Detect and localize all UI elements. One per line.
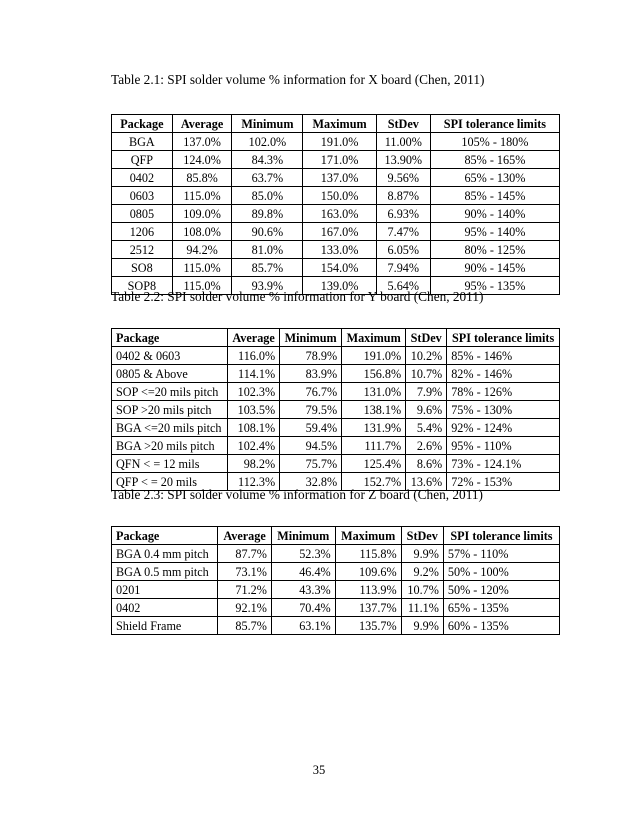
cell-package: QFP < = 20 mils [112,473,228,491]
cell-package: Shield Frame [112,617,218,635]
cell-package: QFN < = 12 mils [112,455,228,473]
cell-package: SOP8 [112,277,173,295]
col-header-average: Average [228,329,280,347]
table-row [112,241,560,259]
cell-stdev: 11.1% [401,599,443,617]
col-header-stdev: StDev [401,527,443,545]
cell-stdev: 8.87% [376,187,430,205]
cell-stdev: 9.2% [401,563,443,581]
table-row [112,581,560,599]
cell-average: 87.7% [218,545,272,563]
cell-minimum: 76.7% [280,383,342,401]
table-row [112,347,560,365]
cell-maximum: 137.7% [335,599,401,617]
cell-maximum: 139.0% [303,277,376,295]
cell-stdev: 5.64% [376,277,430,295]
cell-spi-limits: 65% - 135% [443,599,559,617]
table-row [112,599,560,617]
table-row [112,169,560,187]
cell-package: SOP >20 mils pitch [112,401,228,419]
table-body [112,347,560,491]
cell-package: SO8 [112,259,173,277]
cell-stdev: 10.7% [401,581,443,599]
cell-stdev: 8.6% [406,455,447,473]
cell-stdev: 9.9% [401,617,443,635]
cell-stdev: 6.93% [376,205,430,223]
cell-spi-limits: 105% - 180% [430,133,559,151]
cell-average: 73.1% [218,563,272,581]
cell-maximum: 111.7% [342,437,406,455]
col-header-stdev: StDev [406,329,447,347]
cell-spi-limits: 73% - 124.1% [447,455,560,473]
header-row [112,329,560,347]
cell-package: 0402 & 0603 [112,347,228,365]
cell-package: BGA 0.4 mm pitch [112,545,218,563]
cell-package: 0402 [112,169,173,187]
table-body [112,545,560,635]
table-row [112,563,560,581]
table-y-board [111,328,560,491]
cell-minimum: 102.0% [232,133,303,151]
cell-spi-limits: 65% - 130% [430,169,559,187]
cell-maximum: 191.0% [303,133,376,151]
cell-average: 102.4% [228,437,280,455]
cell-minimum: 59.4% [280,419,342,437]
col-header-spi-limits: SPI tolerance limits [430,115,559,133]
cell-package: QFP [112,151,173,169]
cell-maximum: 138.1% [342,401,406,419]
table-row [112,419,560,437]
table-2-2-caption: Table 2.2: SPI solder volume % information for Y board (Chen, 2011) [111,289,484,304]
table-header [112,527,560,545]
cell-maximum: 167.0% [303,223,376,241]
cell-average: 103.5% [228,401,280,419]
cell-package: 0603 [112,187,173,205]
cell-spi-limits: 95% - 110% [447,437,560,455]
cell-minimum: 32.8% [280,473,342,491]
header-row [112,115,560,133]
col-header-package: Package [112,115,173,133]
page-number: 35 [312,763,326,777]
cell-maximum: 152.7% [342,473,406,491]
cell-spi-limits: 50% - 120% [443,581,559,599]
table-row [112,617,560,635]
cell-minimum: 90.6% [232,223,303,241]
table-row [112,223,560,241]
cell-spi-limits: 90% - 140% [430,205,559,223]
col-header-maximum: Maximum [303,115,376,133]
cell-average: 116.0% [228,347,280,365]
cell-package: 1206 [112,223,173,241]
cell-average: 114.1% [228,365,280,383]
cell-stdev: 6.05% [376,241,430,259]
cell-average: 85.7% [218,617,272,635]
table-row [112,437,560,455]
col-header-maximum: Maximum [342,329,406,347]
cell-stdev: 13.90% [376,151,430,169]
cell-average: 71.2% [218,581,272,599]
col-header-stdev: StDev [376,115,430,133]
cell-spi-limits: 90% - 145% [430,259,559,277]
table-row [112,151,560,169]
table-x-board [111,114,560,295]
cell-spi-limits: 78% - 126% [447,383,560,401]
cell-stdev: 10.7% [406,365,447,383]
cell-minimum: 75.7% [280,455,342,473]
cell-minimum: 84.3% [232,151,303,169]
cell-average: 124.0% [172,151,232,169]
cell-spi-limits: 72% - 153% [447,473,560,491]
table-row [112,205,560,223]
cell-spi-limits: 95% - 140% [430,223,559,241]
cell-spi-limits: 82% - 146% [447,365,560,383]
cell-stdev: 7.47% [376,223,430,241]
col-header-package: Package [112,329,228,347]
cell-package: BGA 0.5 mm pitch [112,563,218,581]
cell-maximum: 115.8% [335,545,401,563]
cell-average: 108.1% [228,419,280,437]
cell-minimum: 79.5% [280,401,342,419]
cell-package: 0805 [112,205,173,223]
cell-minimum: 89.8% [232,205,303,223]
cell-stdev: 10.2% [406,347,447,365]
cell-spi-limits: 50% - 100% [443,563,559,581]
cell-maximum: 125.4% [342,455,406,473]
cell-average: 98.2% [228,455,280,473]
table-header [112,329,560,347]
col-header-spi-limits: SPI tolerance limits [447,329,560,347]
cell-minimum: 63.1% [271,617,335,635]
cell-stdev: 5.4% [406,419,447,437]
cell-maximum: 137.0% [303,169,376,187]
cell-average: 109.0% [172,205,232,223]
col-header-minimum: Minimum [271,527,335,545]
cell-spi-limits: 85% - 145% [430,187,559,205]
table-row [112,187,560,205]
cell-average: 85.8% [172,169,232,187]
table-header [112,115,560,133]
cell-minimum: 70.4% [271,599,335,617]
cell-spi-limits: 57% - 110% [443,545,559,563]
cell-maximum: 135.7% [335,617,401,635]
cell-stdev: 9.6% [406,401,447,419]
cell-minimum: 85.0% [232,187,303,205]
cell-minimum: 52.3% [271,545,335,563]
table-z-board [111,526,560,635]
header-row [112,527,560,545]
cell-minimum: 85.7% [232,259,303,277]
cell-average: 108.0% [172,223,232,241]
cell-maximum: 113.9% [335,581,401,599]
col-header-average: Average [172,115,232,133]
cell-stdev: 11.00% [376,133,430,151]
cell-maximum: 131.9% [342,419,406,437]
table-2-3-caption: Table 2.3: SPI solder volume % information for Z board (Chen, 2011) [111,487,483,502]
cell-stdev: 13.6% [406,473,447,491]
cell-minimum: 81.0% [232,241,303,259]
cell-average: 92.1% [218,599,272,617]
table-row [112,259,560,277]
cell-maximum: 191.0% [342,347,406,365]
cell-spi-limits: 60% - 135% [443,617,559,635]
table-row [112,455,560,473]
col-header-minimum: Minimum [232,115,303,133]
cell-minimum: 63.7% [232,169,303,187]
cell-package: 0805 & Above [112,365,228,383]
cell-package: 0201 [112,581,218,599]
cell-average: 115.0% [172,277,232,295]
cell-maximum: 133.0% [303,241,376,259]
cell-maximum: 109.6% [335,563,401,581]
cell-package: 0402 [112,599,218,617]
cell-spi-limits: 92% - 124% [447,419,560,437]
cell-package: BGA <=20 mils pitch [112,419,228,437]
cell-maximum: 156.8% [342,365,406,383]
cell-average: 102.3% [228,383,280,401]
table-row [112,365,560,383]
cell-package: 2512 [112,241,173,259]
cell-spi-limits: 80% - 125% [430,241,559,259]
cell-stdev: 7.94% [376,259,430,277]
cell-average: 115.0% [172,187,232,205]
cell-average: 115.0% [172,259,232,277]
cell-average: 137.0% [172,133,232,151]
cell-minimum: 83.9% [280,365,342,383]
cell-spi-limits: 85% - 146% [447,347,560,365]
table-2-1-caption: Table 2.1: SPI solder volume % information for X board (Chen, 2011) [111,72,485,87]
table-row [112,545,560,563]
cell-spi-limits: 75% - 130% [447,401,560,419]
table-body [112,133,560,295]
cell-stdev: 7.9% [406,383,447,401]
cell-stdev: 2.6% [406,437,447,455]
cell-package: BGA [112,133,173,151]
cell-minimum: 46.4% [271,563,335,581]
cell-spi-limits: 85% - 165% [430,151,559,169]
cell-maximum: 163.0% [303,205,376,223]
cell-average: 94.2% [172,241,232,259]
cell-maximum: 150.0% [303,187,376,205]
cell-spi-limits: 95% - 135% [430,277,559,295]
cell-package: SOP <=20 mils pitch [112,383,228,401]
col-header-maximum: Maximum [335,527,401,545]
cell-stdev: 9.9% [401,545,443,563]
col-header-average: Average [218,527,272,545]
cell-maximum: 131.0% [342,383,406,401]
cell-minimum: 94.5% [280,437,342,455]
col-header-package: Package [112,527,218,545]
table-row [112,401,560,419]
cell-package: BGA >20 mils pitch [112,437,228,455]
cell-minimum: 43.3% [271,581,335,599]
table-row [112,383,560,401]
cell-stdev: 9.56% [376,169,430,187]
cell-minimum: 93.9% [232,277,303,295]
cell-maximum: 154.0% [303,259,376,277]
cell-average: 112.3% [228,473,280,491]
col-header-spi-limits: SPI tolerance limits [443,527,559,545]
cell-maximum: 171.0% [303,151,376,169]
cell-minimum: 78.9% [280,347,342,365]
table-row [112,133,560,151]
col-header-minimum: Minimum [280,329,342,347]
